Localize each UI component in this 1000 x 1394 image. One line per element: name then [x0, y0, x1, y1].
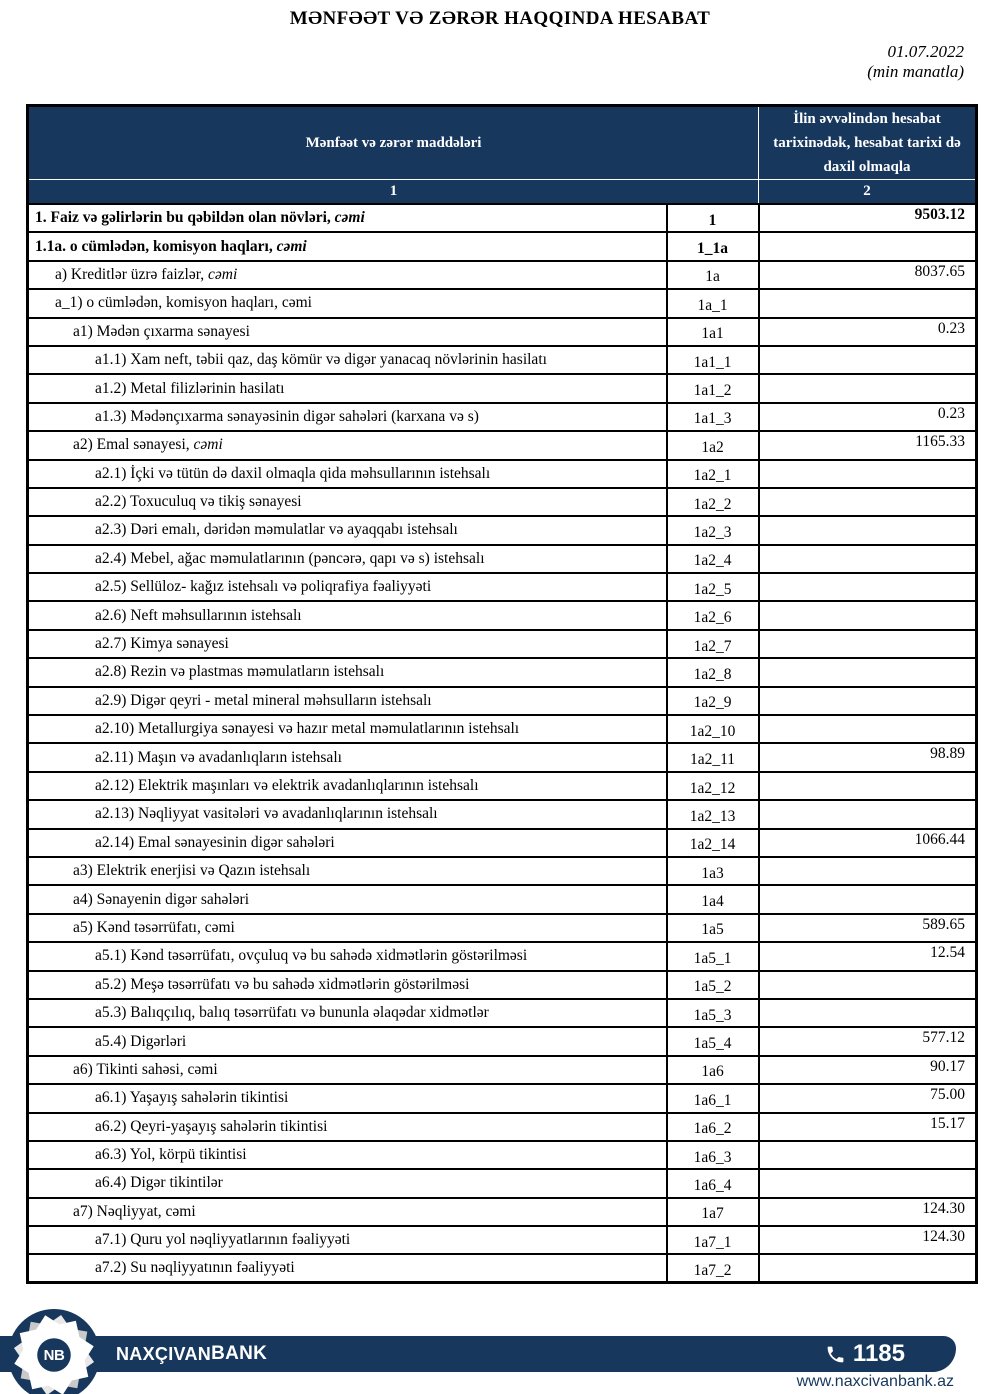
- row-code: 1a2_8: [667, 658, 759, 686]
- row-code: 1a4: [667, 885, 759, 913]
- bank-logo: [8, 1309, 100, 1394]
- table-row: [28, 1113, 977, 1141]
- row-label: a2.12) Elektrik maşınları və elektrik avadanlıqlarının istehsalı: [28, 772, 667, 800]
- column-header-period: İlin əvvəlindən hesabat tarixinədək, hesabat tarixi də daxil olmaqla: [759, 106, 977, 180]
- table-row: [28, 1254, 977, 1282]
- table-row: [28, 1226, 977, 1254]
- row-value: [759, 800, 977, 828]
- row-code: 1a6_3: [667, 1141, 759, 1169]
- phone-contact: [825, 1336, 905, 1372]
- row-label: a1.1) Xam neft, təbii qaz, daş kömür və digər yanacaq növlərinin hasilatı: [28, 346, 667, 374]
- row-value: [759, 289, 977, 317]
- row-value: [759, 374, 977, 402]
- row-label: a6.3) Yol, körpü tikintisi: [28, 1141, 667, 1169]
- table-row: [28, 743, 977, 771]
- page-title: MƏNFƏƏT VƏ ZƏRƏR HAQQINDA HESABAT: [289, 8, 711, 29]
- row-code: 1a1_3: [667, 403, 759, 431]
- table-row: [28, 1056, 977, 1084]
- table-row: [28, 374, 977, 402]
- row-label: a6.2) Qeyri-yaşayış sahələrin tikintisi: [28, 1113, 667, 1141]
- row-label: 1.1a. o cümlədən, komisyon haqları, cəmi: [28, 232, 667, 260]
- row-value: [759, 715, 977, 743]
- row-label: a5) Kənd təsərrüfatı, cəmi: [28, 914, 667, 942]
- row-label: a5.3) Balıqçılıq, balıq təsərrüfatı və bununla əlaqədar xidmətlər: [28, 999, 667, 1027]
- row-code: 1a2_13: [667, 800, 759, 828]
- row-label: a2.14) Emal sənayesinin digər sahələri: [28, 829, 667, 857]
- row-code: 1a2_2: [667, 488, 759, 516]
- row-code: 1a2_5: [667, 573, 759, 601]
- row-label: a5.1) Kənd təsərrüfatı, ovçuluq və bu sahədə xidmətlərin göstərilməsi: [28, 942, 667, 970]
- row-code: 1a2_12: [667, 772, 759, 800]
- row-value: [759, 545, 977, 573]
- table-row: [28, 715, 977, 743]
- row-label: a1.2) Metal filizlərinin hasilatı: [28, 374, 667, 402]
- row-value: 9503.12: [759, 204, 977, 232]
- table-row: [28, 460, 977, 488]
- row-value: 15.17: [759, 1113, 977, 1141]
- row-code: 1_1a: [667, 232, 759, 260]
- row-value: [759, 232, 977, 260]
- row-label: a4) Sənayenin digər sahələri: [28, 885, 667, 913]
- row-value: 124.30: [759, 1226, 977, 1254]
- table-row: [28, 488, 977, 516]
- row-label: a1) Mədən çıxarma sənayesi: [28, 318, 667, 346]
- row-value: [759, 1141, 977, 1169]
- report-table-frame: [26, 104, 978, 1284]
- bank-name: [116, 1336, 267, 1372]
- column-header-items: Mənfəət və zərər maddələri: [28, 106, 759, 180]
- row-value: 8037.65: [759, 261, 977, 289]
- bank-monogram: NB: [43, 1346, 65, 1364]
- row-code: 1a_1: [667, 289, 759, 317]
- table-row: [28, 318, 977, 346]
- row-code: 1a5_3: [667, 999, 759, 1027]
- row-value: [759, 460, 977, 488]
- row-code: 1a1: [667, 318, 759, 346]
- row-label: a1.3) Mədənçıxarma sənayəsinin digər sahələri (karxana və s): [28, 403, 667, 431]
- table-header-row: [28, 106, 977, 180]
- row-value: [759, 630, 977, 658]
- column-number-row: [28, 180, 977, 205]
- phone-number: 1185: [852, 1340, 905, 1367]
- row-value: [759, 601, 977, 629]
- table-row: [28, 1084, 977, 1112]
- table-row: [28, 687, 977, 715]
- table-row: [28, 1027, 977, 1055]
- row-value: [759, 857, 977, 885]
- row-code: 1a2: [667, 431, 759, 459]
- row-value: 589.65: [759, 914, 977, 942]
- table-row: [28, 971, 977, 999]
- row-value: 12.54: [759, 942, 977, 970]
- row-value: 98.89: [759, 743, 977, 771]
- row-label: a5.2) Meşə təsərrüfatı və bu sahədə xidmətlərin göstərilməsi: [28, 971, 667, 999]
- row-code: 1a6: [667, 1056, 759, 1084]
- row-label: a2.5) Sellüloz- kağız istehsalı və poliqrafiya fəaliyyəti: [28, 573, 667, 601]
- row-value: 1066.44: [759, 829, 977, 857]
- row-label: a2.9) Digər qeyri - metal mineral məhsulların istehsalı: [28, 687, 667, 715]
- row-code: 1a6_4: [667, 1169, 759, 1197]
- row-code: 1a7_1: [667, 1226, 759, 1254]
- row-code: 1a5_4: [667, 1027, 759, 1055]
- row-label: a2.13) Nəqliyyat vasitələri və avadanlıqlarının istehsalı: [28, 800, 667, 828]
- row-label: a2.6) Neft məhsullarının istehsalı: [28, 601, 667, 629]
- row-label: a6.4) Digər tikintilər: [28, 1169, 667, 1197]
- row-value: [759, 687, 977, 715]
- row-label: 1. Faiz və gəlirlərin bu qəbildən olan növləri, cəmi: [28, 204, 667, 232]
- row-value: [759, 346, 977, 374]
- row-code: 1a2_3: [667, 516, 759, 544]
- row-code: 1a5: [667, 914, 759, 942]
- table-row: [28, 232, 977, 260]
- row-label: a_1) o cümlədən, komisyon haqları, cəmi: [28, 289, 667, 317]
- row-code: 1a2_10: [667, 715, 759, 743]
- row-value: [759, 971, 977, 999]
- row-value: [759, 488, 977, 516]
- row-label: a2.3) Dəri emalı, dəridən məmulatlar və ayaqqabı istehsalı: [28, 516, 667, 544]
- row-value: [759, 573, 977, 601]
- row-code: 1a: [667, 261, 759, 289]
- table-row: [28, 857, 977, 885]
- row-code: 1a6_2: [667, 1113, 759, 1141]
- website-url: www.naxcivanbank.az: [796, 1373, 954, 1390]
- row-value: [759, 658, 977, 686]
- row-value: 577.12: [759, 1027, 977, 1055]
- row-label: a6) Tikinti sahəsi, cəmi: [28, 1056, 667, 1084]
- row-value: [759, 1169, 977, 1197]
- row-code: 1a2_14: [667, 829, 759, 857]
- report-meta: [867, 42, 964, 82]
- table-row: [28, 261, 977, 289]
- table-row: [28, 516, 977, 544]
- row-code: 1a6_1: [667, 1084, 759, 1112]
- table-row: [28, 885, 977, 913]
- row-code: 1a3: [667, 857, 759, 885]
- table-row: [28, 289, 977, 317]
- row-code: 1a2_4: [667, 545, 759, 573]
- table-row: [28, 772, 977, 800]
- table-row: [28, 630, 977, 658]
- row-label: a2.2) Toxuculuq və tikiş sənayesi: [28, 488, 667, 516]
- row-code: 1a2_9: [667, 687, 759, 715]
- row-value: [759, 999, 977, 1027]
- row-code: 1a1_1: [667, 346, 759, 374]
- table-row: [28, 1169, 977, 1197]
- row-code: 1a2_6: [667, 601, 759, 629]
- row-value: 90.17: [759, 1056, 977, 1084]
- phone-icon: [825, 1344, 846, 1365]
- row-label: a2.1) İçki və tütün də daxil olmaqla qida məhsullarının istehsalı: [28, 460, 667, 488]
- table-row: [28, 800, 977, 828]
- table-row: [28, 1141, 977, 1169]
- row-code: 1a2_11: [667, 743, 759, 771]
- row-label: a3) Elektrik enerjisi və Qazın istehsalı: [28, 857, 667, 885]
- table-row: [28, 658, 977, 686]
- row-code: 1a2_7: [667, 630, 759, 658]
- report-table: [26, 104, 978, 1284]
- table-body: [28, 204, 977, 1283]
- row-code: 1a7: [667, 1198, 759, 1226]
- column-number-1: 1: [28, 180, 759, 205]
- row-value: [759, 772, 977, 800]
- row-code: 1a1_2: [667, 374, 759, 402]
- row-label: a5.4) Digərləri: [28, 1027, 667, 1055]
- table-row: [28, 403, 977, 431]
- row-label: a2.11) Maşın və avadanlıqların istehsalı: [28, 743, 667, 771]
- table-row: [28, 999, 977, 1027]
- table-row: [28, 942, 977, 970]
- row-label: a7) Nəqliyyat, cəmi: [28, 1198, 667, 1226]
- table-header: [28, 106, 977, 205]
- row-label: a6.1) Yaşayış sahələrin tikintisi: [28, 1084, 667, 1112]
- row-value: [759, 516, 977, 544]
- row-code: 1a7_2: [667, 1254, 759, 1282]
- bank-name-part1: NAXÇIVAN: [116, 1343, 212, 1364]
- table-row: [28, 914, 977, 942]
- row-value: 0.23: [759, 318, 977, 346]
- table-row: [28, 601, 977, 629]
- bank-name-part2: BANK: [211, 1343, 268, 1364]
- table-row: [28, 204, 977, 232]
- row-label: a7.2) Su nəqliyyatının fəaliyyəti: [28, 1254, 667, 1282]
- row-label: a2.10) Metallurgiya sənayesi və hazır metal məmulatlarının istehsalı: [28, 715, 667, 743]
- unit-note: (min manatla): [867, 62, 964, 81]
- row-value: 124.30: [759, 1198, 977, 1226]
- row-code: 1: [667, 204, 759, 232]
- row-label: a) Kreditlər üzrə faizlər, cəmi: [28, 261, 667, 289]
- report-date: 01.07.2022: [887, 42, 964, 61]
- row-label: a2) Emal sənayesi, cəmi: [28, 431, 667, 459]
- table-row: [28, 431, 977, 459]
- row-code: 1a5_2: [667, 971, 759, 999]
- row-label: a2.7) Kimya sənayesi: [28, 630, 667, 658]
- row-value: [759, 885, 977, 913]
- table-row: [28, 346, 977, 374]
- row-code: 1a2_1: [667, 460, 759, 488]
- row-label: a7.1) Quru yol nəqliyyatlarının fəaliyyəti: [28, 1226, 667, 1254]
- table-row: [28, 829, 977, 857]
- table-row: [28, 1198, 977, 1226]
- row-code: 1a5_1: [667, 942, 759, 970]
- row-label: a2.8) Rezin və plastmas məmulatların istehsalı: [28, 658, 667, 686]
- row-value: [759, 1254, 977, 1282]
- table-row: [28, 545, 977, 573]
- column-number-2: 2: [759, 180, 977, 205]
- row-value: 1165.33: [759, 431, 977, 459]
- row-label: a2.4) Mebel, ağac məmulatlarının (pəncərə, qapı və s) istehsalı: [28, 545, 667, 573]
- row-value: 75.00: [759, 1084, 977, 1112]
- table-row: [28, 573, 977, 601]
- row-value: 0.23: [759, 403, 977, 431]
